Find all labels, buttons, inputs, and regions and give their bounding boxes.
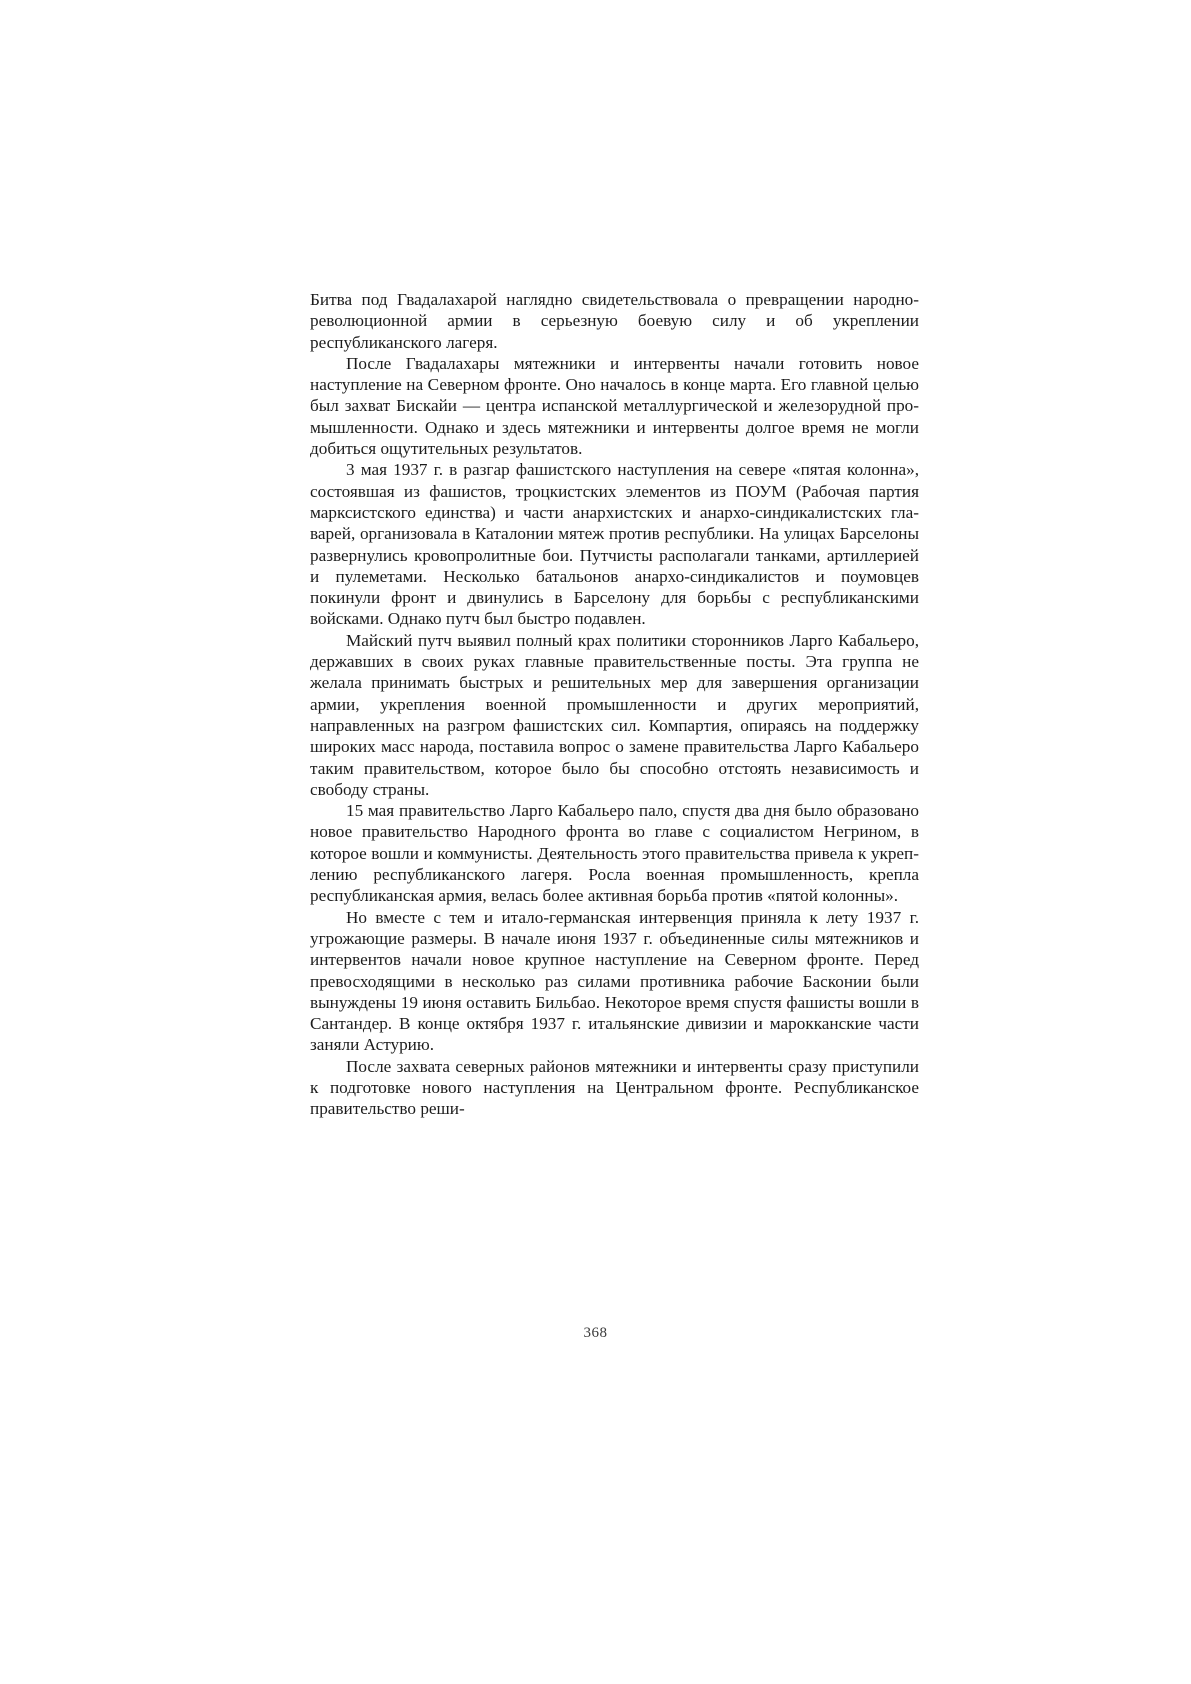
paragraph-3: 3 мая 1937 г. в разгар фашистского наступления на севере «пятая колонна», состоявшая из фашистов, троцкистских элементов из ПОУМ (Рабочая партия марксистского единства) и части анархистских и анархо-синдикалистских главарей, организовала в Каталонии мятеж против республики. На улицах Барселоны развернулись кровопролитные бои. Путчисты располагали танками, артиллерией и пулеметами. Несколько батальонов анархо-синдикалистов и поумовцев покинули фронт и двинулись в Барселону для борьбы с республиканскими войсками. Однако путч был быстро подавлен. [310,460,919,629]
body-text [310,289,919,1120]
paragraph-1: Битва под Гвадалахарой наглядно свидетельствовала о превращении народно-революционной армии в серьезную боевую силу и об укреплении республиканского лагеря. [310,290,919,352]
page-number: 368 [583,1325,608,1341]
paragraph-2: После Гвадалахары мятежники и интервенты начали готовить новое наступление на Северном фронте. Оно началось в конце марта. Его главной целью был захват Бискайи — центра испанской металлургической и железорудной промышленности. Однако и здесь мятежники и интервенты долгое время не могли добиться ощутительных результатов. [310,353,919,459]
paragraph-5: 15 мая правительство Ларго Кабальеро пало, спустя два дня было образовано новое правительство Народного фронта во главе с социалистом Негрином, в которое вошли и коммунисты. Деятельность этого правительства привела к укреплению республиканского лагеря. Росла военная промышленность, крепла республиканская армия, велась более активная борьба против «пятой колонны». [310,801,919,906]
paragraph-4: Майский путч выявил полный крах политики сторонников Ларго Кабальеро, державших в своих руках главные правительственные посты. Эта группа не желала принимать быстрых и решительных мер для завершения организации армии, укрепления военной промышленности и других мероприятий, направленных на разгром фашистских сил. Компартия, опираясь на поддержку широких масс народа, поставила вопрос о замене правительства Ларго Кабальеро таким правительством, которое было бы способно отстоять независимость и свободу страны. [310,630,919,799]
paragraph-7: После захвата северных районов мятежники и интервенты сразу приступили к подготовке нового наступления на Центральном фронте. Республиканское правительство реши- [310,1056,919,1119]
paragraph-6: Но вместе с тем и итало-германская интервенция приняла к лету 1937 г. угрожающие размеры. В начале июня 1937 г. объединенные силы мятежников и интервентов начали новое крупное наступление на Северном фронте. Перед превосходящими в несколько раз силами противника рабочие Басконии были вынуждены 19 июня оставить Бильбао. Некоторое время спустя фашисты вошли в Сантандер. В конце октября 1937 г. итальянские дивизии и марокканские части заняли Астурию. [310,907,919,1055]
